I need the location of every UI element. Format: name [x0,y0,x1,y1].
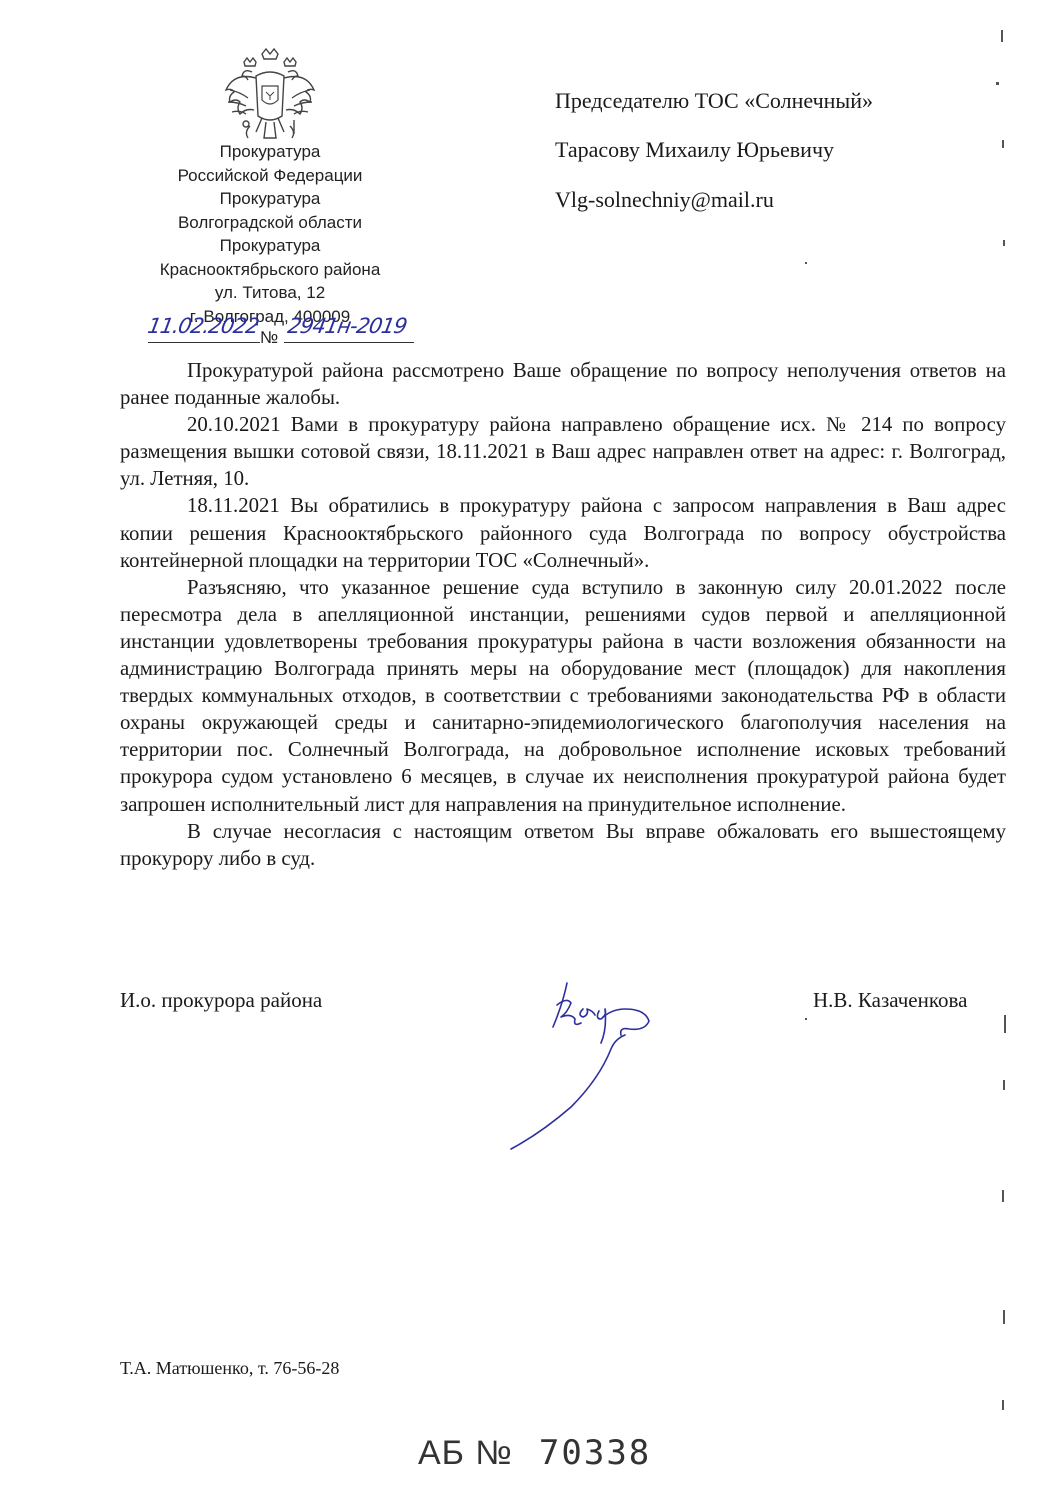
addressee-position: Председателю ТОС «Солнечный» [555,88,873,113]
registration-line [145,314,438,350]
sender-line: Краснооктябрьского района [159,259,381,279]
scan-artifact [1003,1310,1005,1324]
scan-artifact [996,82,999,85]
registration-number-label: № [260,328,279,347]
letter-body [120,357,1006,872]
sender-line: Прокуратура [219,142,321,161]
serial-digits: 70338 [538,1433,652,1473]
sender-line: Российской Федерации [177,165,363,185]
scan-artifact [1002,1400,1004,1410]
sender-line: Прокуратура [219,189,321,208]
date-underline [148,342,260,343]
handwritten-signature [505,975,675,1155]
registration-date: 11.02.2022 [145,314,261,338]
scan-artifact [1004,1015,1006,1033]
body-paragraph: Прокуратурой района рассмотрено Ваше обращение по вопросу неполучения ответов на ранее поданные жалобы. [120,359,1006,410]
scan-artifact [1001,30,1003,42]
scan-artifact [805,262,807,264]
blank-serial-number [418,1433,651,1473]
addressee-email: Vlg-solnechniy@mail.ru [555,187,774,212]
sender-line: г. Волгоград, 400009 [189,306,351,326]
body-paragraph: В случае несогласия с настоящим ответом Вы вправе обжаловать его вышестоящему прокурору либо в суд. [120,819,1006,870]
sender-line: Прокуратура [219,236,321,255]
sender-line: Волгоградской области [177,212,363,232]
scan-artifact [1003,240,1005,246]
scan-artifact [1003,1080,1005,1090]
scan-artifact [1002,1190,1004,1202]
signatory-title: И.о. прокурора района [120,988,323,1012]
addressee-name: Тарасову Михаилу Юрьевичу [555,137,835,162]
body-paragraph: Разъясняю, что указанное решение суда вступило в законную силу 20.01.2022 после пересмотра дела в апелляционной инстанции, решениями судов первой и апелляционной инстанции удовлетворены требования прокуратуры района в части возложения обязанности на администрацию Волгограда принять меры на оборудование мест (площадок) для накопления твердых коммунальных отходов, в соответствии с требованиями законодательства РФ в области охраны окружающей среды и санитарно-эпидемиологического благополучия населения на территории пос. Солнечный Волгограда, на добровольное исполнение исковых требований прокурора судом установлено 6 месяцев, в случае их неисполнения прокуратурой района будет запрошен исполнительный лист для направления на принудительное исполнение. [120,575,1006,816]
body-paragraph: 20.10.2021 Вами в прокуратуру района направлено обращение исх. № 214 по вопросу размещения вышки сотовой связи, 18.11.2021 в Ваш адрес направлен ответ на адрес: г. Волгоград, ул. Летняя, 10. [120,413,1006,491]
sender-line: ул. Титова, 12 [214,283,326,302]
serial-prefix: АБ № [418,1434,513,1472]
signatory-name: Н.В. Казаченкова [813,988,968,1012]
sender-block [120,140,420,328]
scan-artifact [1002,140,1004,148]
scan-artifact [805,1018,807,1020]
registration-number: 2941н-2019 [285,314,409,338]
executor-contact: Т.А. Матюшенко, т. 76-56-28 [120,1358,340,1378]
number-underline [284,342,414,343]
coat-of-arms-emblem [222,46,318,146]
body-paragraph: 18.11.2021 Вы обратились в прокуратуру района с запросом направления в Ваш адрес копии решения Краснооктябрьского районного суда Волгограда по вопросу обустройства контейнерной площадки на территории ТОС «Солнечный». [120,494,1006,572]
